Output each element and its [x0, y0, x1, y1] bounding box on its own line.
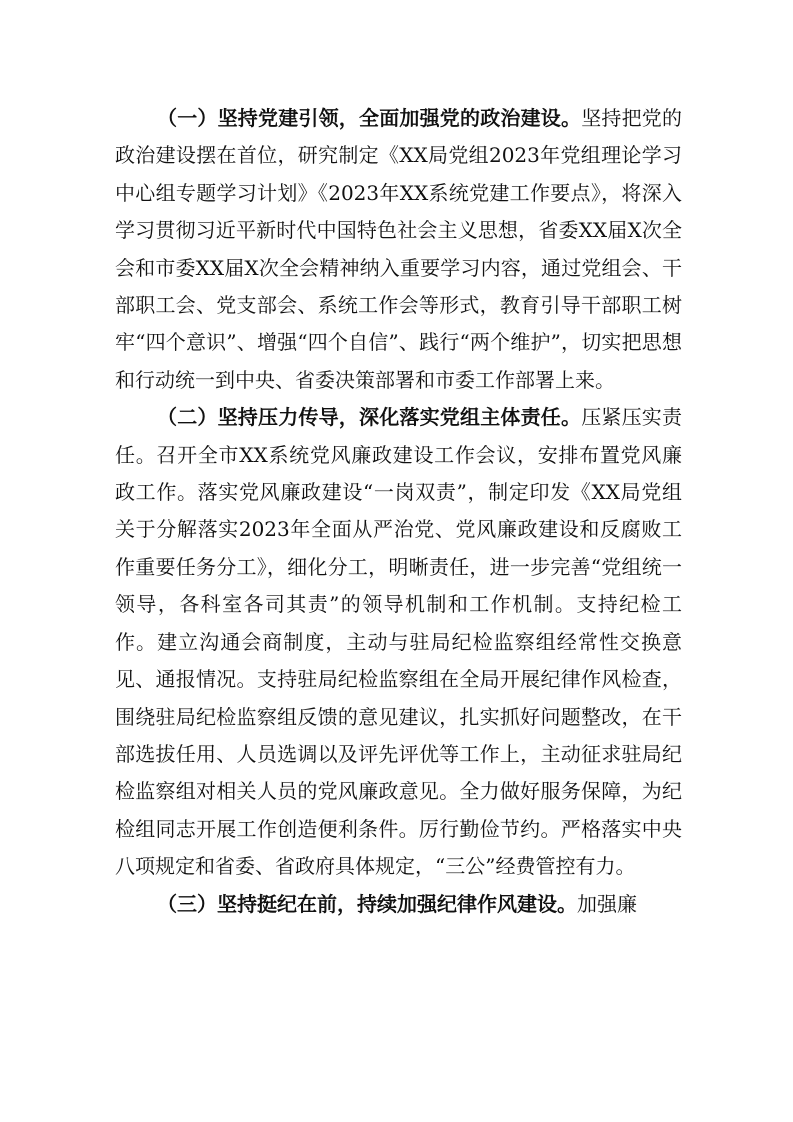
- paragraph-2-body: 压紧压实责任。召开全市XX系统党风廉政建设工作会议，安排布置党风廉政工作。落实党风廉政建设“一岗双责”，制定印发《XX局党组关于分解落实2023年全面从严治党、党风廉政建设和反腐败工作重要任务分工》，细化分工，明晰责任，进一步完善“党组统一领导，各科室各司其责”的领导机制和工作机制。支持纪检工作。建立沟通会商制度，主动与驻局纪检监察组经常性交换意见、通报情况。支持驻局纪检监察组在全局开展纪律作风检查，围绕驻局纪检监察组反馈的意见建议，扎实抓好问题整改，在干部选拔任用、人员选调以及评先评优等工作上，主动征求驻局纪检监察组对相关人员的党风廉政意见。全力做好服务保障，为纪检组同志开展工作创造便利条件。厉行勤俭节约。严格落实中央八项规定和省委、省政府具体规定，“三公”经费管控有力。: [115, 405, 683, 879]
- paragraph-1-heading: （一）坚持党建引领，全面加强党的政治建设。: [157, 106, 582, 130]
- paragraph-1: [115, 100, 682, 399]
- paragraph-3-body: 加强廉: [577, 891, 637, 916]
- document-body: [115, 100, 682, 923]
- paragraph-2: [115, 399, 682, 885]
- paragraph-1-body: 坚持把党的政治建设摆在首位，研究制定《XX局党组2023年党组理论学习中心组专题学习计划》《2023年XX系统党建工作要点》，将深入学习贯彻习近平新时代中国特色社会主义思想，省委XX届X次全会和市委XX届X次全会精神纳入重要学习内容，通过党组会、干部职工会、党支部会、系统工作会等形式，教育引导干部职工树牢“四个意识”、增强“四个自信”、践行“两个维护”，切实把思想和行动统一到中央、省委决策部署和市委工作部署上来。: [115, 106, 683, 392]
- paragraph-2-heading: （二）坚持压力传导，深化落实党组主体责任。: [157, 405, 582, 430]
- paragraph-3-heading: （三）坚持挺纪在前，持续加强纪律作风建设。: [157, 891, 577, 916]
- paragraph-3: [115, 886, 682, 923]
